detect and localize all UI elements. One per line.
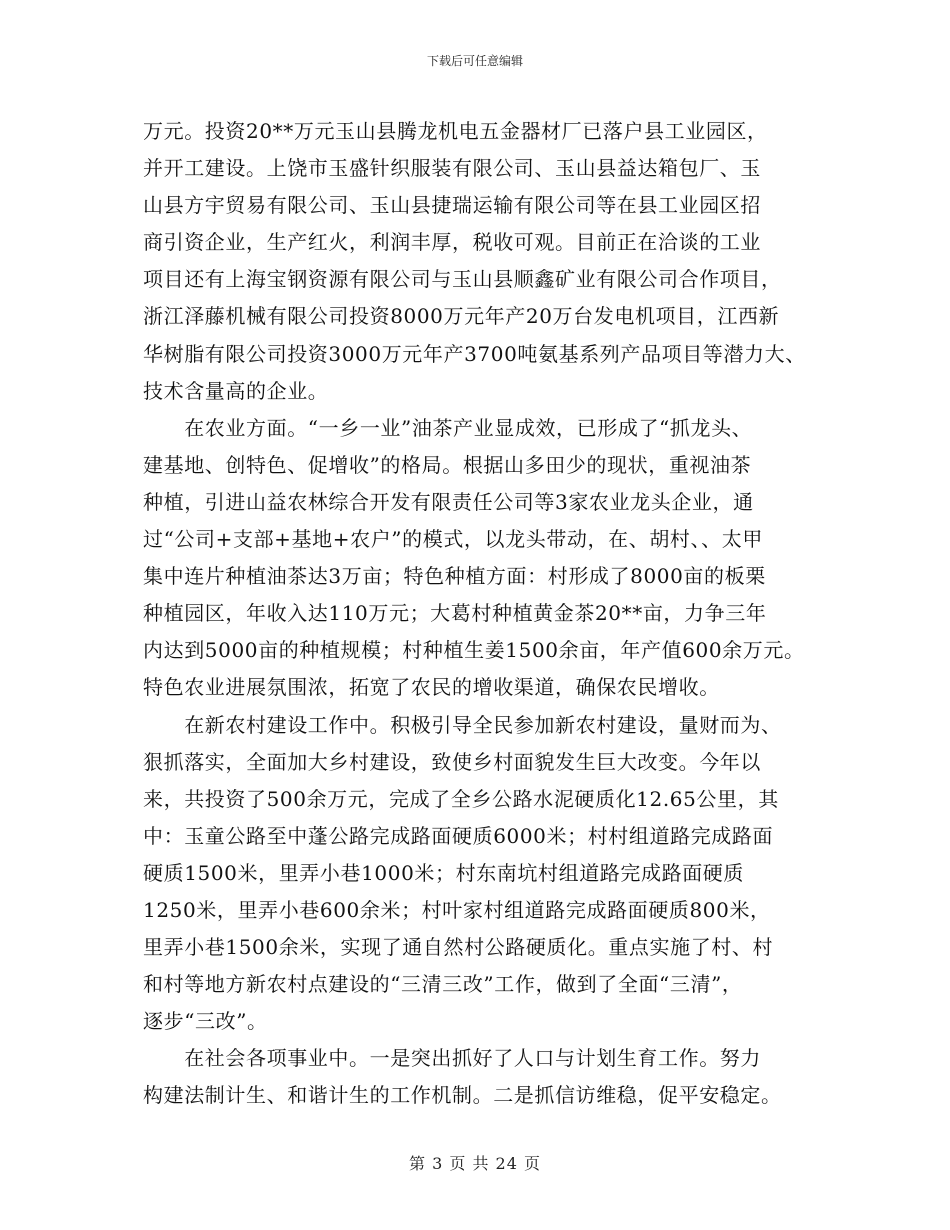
text-line: 过“公司+支部+基地+农户”的模式，以龙头带动，在、胡村、、太甲 (143, 527, 763, 552)
text-line: 种植园区，年收入达110万元；大葛村种植黄金茶20**亩，力争三年 (143, 601, 767, 626)
page-header-note: 下载后可任意编辑 (426, 54, 523, 68)
text-line: 山县方宇贸易有限公司、玉山县捷瑞运输有限公司等在县工业园区招 (143, 193, 761, 218)
text-line: 在新农村建设工作中。积极引导全民参加新农村建设，量财而为、 (143, 712, 782, 737)
text-line: 特色农业进展氛围浓，拓宽了农民的增收渠道，确保农民增收。 (143, 675, 720, 700)
text-line: 项目还有上海宝钢资源有限公司与玉山县顺鑫矿业有限公司合作项目， (143, 267, 782, 292)
text-line: 万元。投资20**万元玉山县腾龙机电五金器材厂已落户县工业园区， (143, 119, 768, 143)
text-line: 内达到5000亩的种植规模；村种植生姜1500余亩，年产值600余万元。 (143, 638, 805, 663)
text-line: 技术含量高的企业。 (143, 378, 329, 403)
text-line: 和村等地方新农村点建设的“三清三改”工作，做到了全面“三清”， (143, 972, 743, 997)
text-line: 1250米，里弄小巷600余米；村叶家村组道路完成路面硬质800米， (143, 897, 771, 922)
text-line: 商引资企业，生产红火，利润丰厚，税收可观。目前正在洽谈的工业 (143, 230, 761, 255)
text-line: 建基地、创特色、促增收”的格局。根据山多田少的现状，重视油茶 (143, 452, 752, 477)
text-line: 硬质1500米，里弄小巷1000米；村东南坑村组道路完成路面硬质 (143, 860, 744, 885)
page-number-footer: 第 3 页 共 24 页 (409, 1154, 541, 1173)
text-line: 华树脂有限公司投资3000万元年产3700吨氨基系列产品项目等潜力大、 (143, 341, 806, 366)
text-line: 集中连片种植油茶达3万亩；特色种植方面：村形成了8000亩的板栗 (143, 564, 766, 589)
text-line: 中：玉童公路至中蓬公路完成路面硬质6000米；村村组道路完成路面 (143, 823, 774, 848)
text-line: 在农业方面。“一乡一业”油茶产业显成效，已形成了“抓龙头、 (143, 415, 753, 440)
text-line: 狠抓落实，全面加大乡村建设，致使乡村面貌发生巨大改变。今年以 (143, 749, 761, 774)
text-line: 浙江泽藤机械有限公司投资8000万元年产20万台发电机项目，江西新 (143, 304, 780, 329)
text-line: 逐步“三改”。 (143, 1009, 268, 1034)
text-line: 种植，引进山益农林综合开发有限责任公司等3家农业龙头企业，通 (143, 489, 754, 514)
text-line: 里弄小巷1500余米，实现了通自然村公路硬质化。重点实施了村、村 (143, 935, 774, 960)
text-line: 来，共投资了500余万元，完成了全乡公路水泥硬质化12.65公里，其 (143, 786, 779, 811)
text-line: 在社会各项事业中。一是突出抓好了人口与计划生育工作。努力 (143, 1046, 761, 1071)
text-line: 并开工建设。上饶市玉盛针织服装有限公司、玉山县益达箱包厂、玉 (143, 156, 761, 181)
text-line: 构建法制计生、和谐计生的工作机制。二是抓信访维稳，促平安稳定。 (143, 1083, 782, 1108)
document-body (143, 113, 833, 1115)
